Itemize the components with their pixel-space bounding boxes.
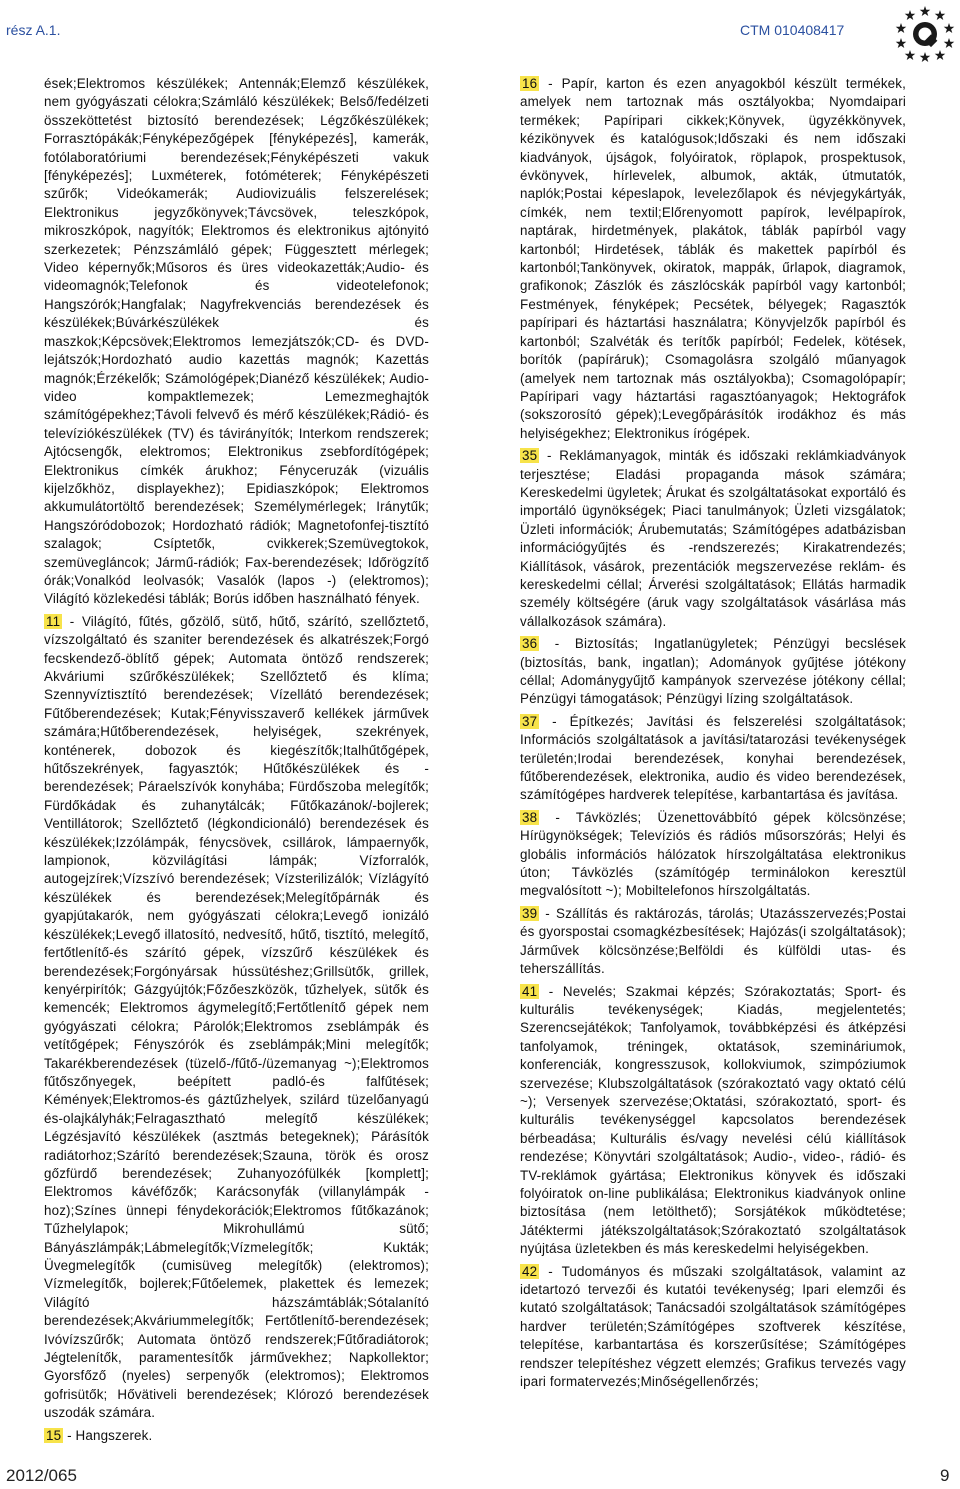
class-number: 37 <box>522 713 538 729</box>
class-number: 38 <box>522 809 538 825</box>
class-entry <box>44 613 429 1423</box>
class-number: 15 <box>46 1427 62 1443</box>
section-label: rész A.1. <box>6 22 61 38</box>
class-text: - Hangszerek. <box>63 1427 153 1443</box>
class-entry <box>520 1263 906 1392</box>
class-entry <box>520 75 906 443</box>
class-entry <box>520 905 906 979</box>
class-text: - Tudományos és műszaki szolgáltatások, valamint az idetartozó tervezői és kutatói tevékenység; Ipari elemzői és kutató szolgáltatások; Tanácsadói szolgáltatások számítógépes hardver területén;Számítógépes szoftverek készítése, telepítése, karbantartása és korszerűsítése; Számítógépes rendszer telepítéshez végzett elemzés; Grafikus tervezés vagy ipari formatervezés;Minőségellenőrzés; <box>520 1263 906 1390</box>
class-number: 11 <box>46 613 61 629</box>
class-text: - Szállítás és raktározás, tárolás; Utazásszervezés;Postai és gyorspostai csomagkézbesítések; Hajózás(i szolgáltatások); Járművek kölcsönzése;Belföldi és külföldi utas- és teherszállítás. <box>520 905 906 977</box>
class-text: - Építkezés; Javítási és felszerelési szolgáltatások; Információs szolgáltatások a javítási/tatarozási tevékenységek területén;Irodai berendezések, konyhai berendezések, fűtőberendezések, elektronika, audio és video berendezések, számítógépes hardverek telepítése, karbantartása és javítása. <box>520 713 906 803</box>
class-number: 36 <box>522 636 538 652</box>
left-intro-text: ések;Elektromos készülékek; Antennák;Elemző készülékek, nem gyógyászati célokra;Számláló készülékek; Belső/fedélzeti összeköttetést biztosító berendezések; Légzőkészülékek; Forrasztópákák;Fényképezőgépek [fényképezés], kamerák, fotólaboratóriumi berendezések;Fényképészeti vakuk [fényképezés]; Luxméterek, fotóméterek; Fényképészeti szűrők; Videókamerák; Audiovizuális felszerelések; Elektronikus jegyzőkönyvek;Távcsövek, teleszkópok, mikroszkópok, nagyítók; Elektromos és elektronikus ajtónyitó szerkezetek; Pénzszámláló gépek; Függesztett mérlegek; Video képernyők;Műsoros és üres videokazetták;Audio- és videomagnók;Telefonok és videotelefonok; Hangszórók;Hangfalak; Nagyfrekvenciás berendezések és készülékek;Búvárkészülékek és maszkok;Képcsövek;Elektromos lemezjátszók;CD- és DVD-lejátszók;Hordozható audio kazettás magnók; Kazettás magnók;Érzékelők; Számológépek;Dianéző készülékek; Audio-video kompaktlemezek; Lemezmeghajtók számítógépekhez;Távoli felvevő és mérő készülékek;Rádió- és televíziókészülékek (TV) és távirányítók; Interkom rendszerek; Ajtócsengők, elektromos; Elektronikus zsebfordítógépek; Elektronikus címkék árukhoz; Fényceruzák (vizuális kijelzőkhöz, displayekhez); Epidiaszkópok; Elektromos akkumulátortöltő berendezések; Személymérlegek; Iránytűk; Hangszóródobozok; Hordozható rádiók; Magnetofonfej-tisztító szalagok; Csíptetők, cvikkerek;Szemüvegtokok, szemüvegláncok; Jármű-rádiók; Fax-berendezések; Időrögzítő órák;Vonalkód leolvasók; Vasalók (lapos -) (elektromos); Világító közlekedési táblák; Borús időben használható fények. <box>44 76 429 607</box>
page-number: 9 <box>940 1466 950 1485</box>
class-entry <box>520 809 906 901</box>
class-text: - Nevelés; Szakmai képzés; Szórakoztatás; Sport- és kulturális tevékenységek; Kiadás, megjelentetés; Szerencsejátékok; Tanfolyamok, továbbképzési és átképzési tanfolyamok, tréningek, oktatások, szemináriumok, konferenciák, kongresszusok, kollokviumok, szimpóziumok szervezése; Klubszolgáltatások (szórakoztató vagy oktató célú ~); Versenyek szervezése;Oktatási, szórakoztató, sport- és kulturális tevékenységgel kapcsolatos berendezések bérbeadása; Kulturális és/vagy nevelési célú kiállítások rendezése; Könyvtári szolgáltatások; Audio-, video-, rádió- és TV-reklámok gyártása; Elektronikus könyvek és időszaki folyóiratok on-line publikálása; Elektronikus kiadványok online biztosítása (nem letölthető); Sorsjátékok működtetése; Játéktermi játékszolgáltatások;Szórakoztató szolgáltatások nyújtása üzletekben és más kereskedelmi helyiségekben. <box>520 983 906 1257</box>
class-text: - Reklámanyagok, minták és időszaki reklámkiadványok terjesztése; Eladási propaganda mások számára; Kereskedelmi ügyletek; Árukat és szolgáltatásokat exportáló és importáló ügynökségek; Piaci tanulmányok; Üzleti vizsgálatok; Üzleti információk; Árubemutatás; Számítógépes adatbázisban információgyűjtés és -rendszerezés; Kirakatrendezés; Kiállítások, vásárok, prezentációk megszervezése reklám- és kereskedelmi céllal; Árverési szolgáltatások; Ellátás harmadik személy költségére (áruk vagy szolgáltatások vásárlása más vállalkozások számára). <box>520 448 906 629</box>
class-entry <box>44 1427 429 1445</box>
class-number: 42 <box>522 1263 538 1279</box>
class-number: 16 <box>522 76 538 91</box>
class-entry <box>520 713 906 805</box>
class-entry <box>520 635 906 709</box>
class-number: 35 <box>522 448 538 464</box>
class-entry <box>520 983 906 1259</box>
class-text: - Távközlés; Üzenettovábbító gépek kölcsönzése; Hírügynökségek; Televíziós és rádiós műsorszórás; Helyi és globális információs hálózatok hírszolgáltatása elektronikus úton; Távközlés (számítógép terminálokon keresztül megvalósított ~); Mobiltelefonos hírszolgáltatás. <box>520 809 906 899</box>
class-text: - Papír, karton és ezen anyagokból készült termékek, amelyek nem tartoznak más osztályokba; Nyomdaipari termékek; Papíripari cikkek;Könyvek, ügyzékkönyvek, kézikönyvek és katalógusok;Időszaki és nem időszaki kiadványok, újságok, folyóiratok, röplapok, prospektusok, évkönyvek, hírlevelek, albumok, akták, útmutatók, naplók;Postai képeslapok, levelezőlapok és névjegykártyák, címkék, nem textil;Előrenyomott papírok, levélpapírok, naptárak, hirdetmények, plakátok, táblák papírból vagy kartonból; Hirdetések, táblák és makettek papírból és kartonból;Tankönyvek, okiratok, mappák, űrlapok, diagramok, grafikonok; Zászlók és zászlócskák papírból vagy kartonból; Festmények, fényképek; Pecsétek, bélyegek; Ragasztók papíripari és háztartási használatra; Könyvjelzők papírból és kartonból; Szalvéták és terítők papírból; Fedelek, kötések, borítók (papíráruk); Csomagolásra szolgáló műanyagok (amelyek nem tartoznak más osztályokba); Csomagolópapír; Papíripari vagy háztartási ragasztóanyagok; Hektográfok (sokszorosító gépek);Levegőpárásítók irodákhoz és más helyiségekhez; Elektronikus írógépek. <box>520 76 906 441</box>
eu-ohim-logo-icon <box>894 4 956 64</box>
ctm-number: CTM 010408417 <box>740 22 845 38</box>
class-text: - Biztosítás; Ingatlanügyletek; Pénzügyi becslések (biztosítás, bank, ingatlan); Adományok gyűjtése jótékony céllal; Adománygyűjtő kampányok szervezése jótékony céllal; Pénzügyi támogatások; Pénzügyi lízing szolgáltatások. <box>520 636 906 707</box>
right-column <box>520 75 906 1395</box>
class-number: 41 <box>522 983 538 999</box>
class-text: - Világító, fűtés, gőzölő, sütő, hűtő, szárító, szellőztető, vízszolgáltató és szaniter berendezések és alkatrészek;Forgó fecskendező-öblítő gépek; Automata öntöző rendszerek; Akváriumi szűrőkészülékek; Szellőztető és klíma; Szennyvíztisztító berendezések; Vízellátó berendezések; Fűtőberendezések; Kutak;Fényvisszaverő kellékek járművek számára;Hűtőberendezések, helyiségek, szekrények, konténerek, dobozok és kiegészítők;Italhűtőgépek, hűtőszekrények, fagyasztók; Hűtőkészülékek és - berendezések; Páraelszívók konyhába; Fürdőszoba melegítők; Fürdőkádak és zuhanytálcák; Fűtőkazánok/-bojlerek; Ventillátorok; Szellőztető (légkondicionáló) berendezések és készülékek;Izzólámpák, fénycsövek, csillárok, lámpaernyők, lampionok, közvilágítási lámpák; Vízforralók, autogejzírek;Vízszívó berendezések; Vízsterilizálók; Vízlágyító készülékek és berendezések;Melegítőpárnák és gyapjútakarók, nem gyógyászati célokra;Levegő ionizáló készülékek;Levegő illatosító, nedvesítő, hűtő, tisztító, melegítő, fertőtlenítő-és szárító gépek, vízszűrő készülékek és berendezések;Forgónyársak hússütéshez;Grillsütők, grillek, kenyérpirítók; Gázgyújtók;Főzőeszközök, tűzhelyek, sütők és kemencék; Elektromos ágymelegítő;Fertőtlenítő gépek nem gyógyászati célokra; Párolók;Elektromos zseblámpák és vetítőgépek; Fényszórók és zseblámpák;Mini melegítők; Takarékberendezések (tüzelő-/fűtő-/üzemanyag ~);Elektromos fűtőszőnyegek, beépített padló-és falfűtések; Kémények;Elektromos-és gáztűzhelyek, szilárd tüzelőanyagú és-olajkályhák;Felragasztható melegítő készülékek; Légzésjavító készülékek (asztmás betegeknek); Párásítók radiátorhoz;Szárító berendezések;Szauna, török és orosz gőzfürdő berendezések; Zuhanyozófülkék [komplett]; Elektromos kávéfőzők; Karácsonyfák (villanylámpák -hoz);Színes ünnepi fénydekorációk;Elektromos fűtőkazánok; Tűzhelylapok; Mikrohullámú sütő; Bányászlámpák;Lábmelegítők;Vízmelegítők; Kukták; Üvegmelegítők (cumisüveg melegítők) (elektromos); Vízmelegítők, bojlerek;Fűtőelemek, plakettek és lemezek; Világító házszámtáblák;Sótalanító berendezések;Akváriummelegítők; Fertőtlenítő-berendezések; Ivóvízszűrők; Automata öntöző rendszerek;Fűtőradiátorok; Jégtelenítők, paramentesítők járművekhez; Napkollektor; Gyorsfőző (nyeles) serpenyők (elektromos); Elektromos gofrisütők; Hővätiveli berendezések; Klórozó berendezések uszodák számára. <box>44 613 429 1421</box>
issue-number: 2012/065 <box>6 1466 77 1485</box>
left-column <box>44 75 429 1449</box>
class-entry <box>520 447 906 631</box>
class-number: 39 <box>522 905 538 921</box>
